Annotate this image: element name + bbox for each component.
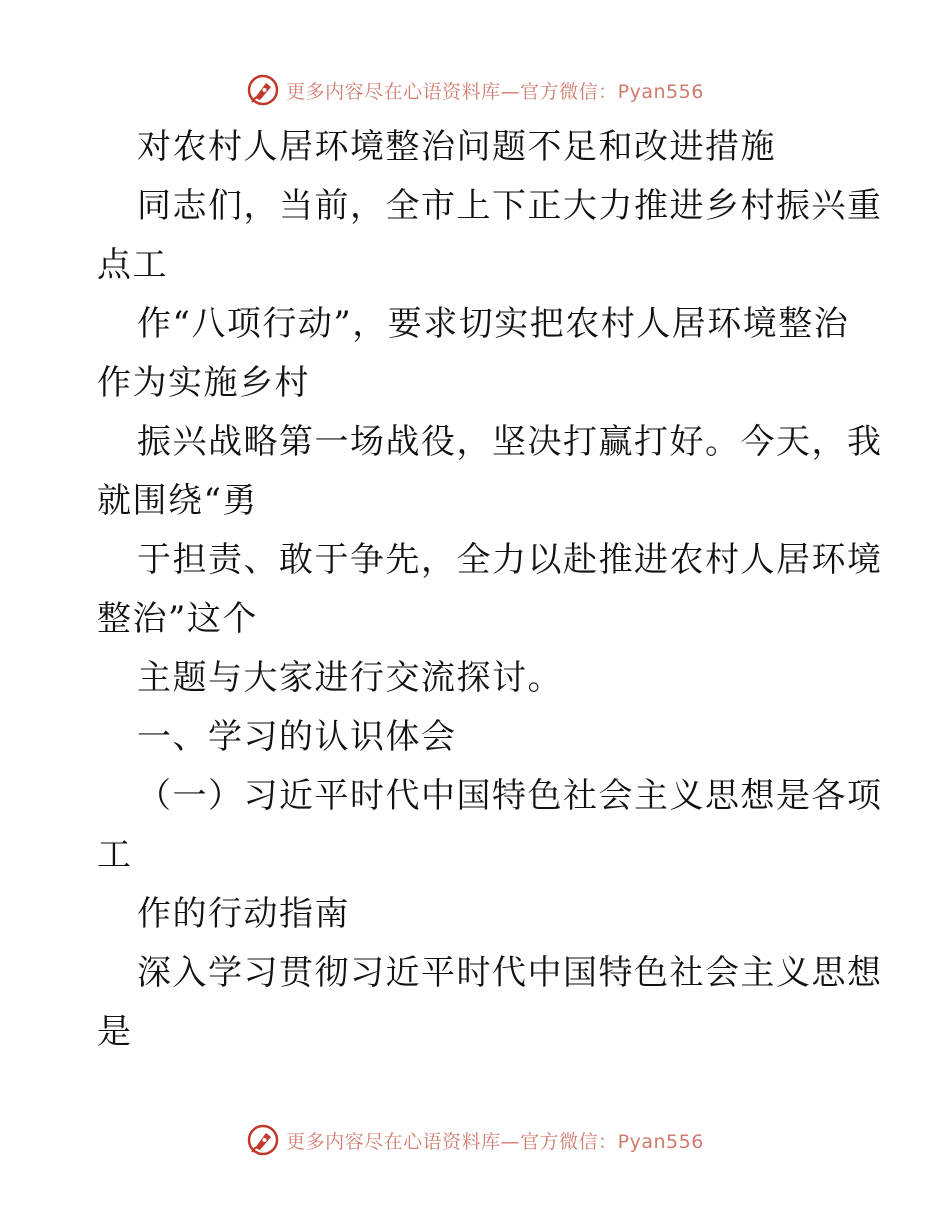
subsection-heading: 工 [97,835,133,875]
header-banner [0,70,950,110]
section-heading: 一、学习的认识体会 [137,717,457,757]
document-body [97,118,883,1062]
paragraph-line: 点工 [97,245,168,285]
paragraph-line: 振兴战略第一场战役，坚决打赢打好。今天，我 [137,422,883,462]
paragraph-line: 是 [97,1012,133,1052]
paragraph-line: 主题与大家进行交流探讨。 [137,658,563,698]
footer-banner-text: 更多内容尽在心语资料库—官方微信：Pyan556 [286,1130,704,1153]
paragraph-line: 深入学习贯彻习近平时代中国特色社会主义思想 [137,953,883,993]
document-title: 对农村人居环境整治问题不足和改进措施 [137,127,776,167]
paragraph-line: 作“八项行动”，要求切实把农村人居环境整治 [137,304,850,344]
paragraph-line: 于担责、敢于争先，全力以赴推进农村人居环境 [137,540,883,580]
subsection-heading: 作的行动指南 [137,894,350,934]
header-banner-text: 更多内容尽在心语资料库—官方微信：Pyan556 [286,80,704,103]
footer-banner [0,1120,950,1160]
paragraph-line: 整治”这个 [97,599,258,639]
subsection-heading: （一）习近平时代中国特色社会主义思想是各项 [137,776,883,816]
paragraph-line: 就围绕“勇 [97,481,258,521]
pen-nib-logo-icon [246,1123,280,1157]
paragraph-line: 同志们，当前，全市上下正大力推进乡村振兴重 [137,186,883,226]
paragraph-line: 作为实施乡村 [97,363,310,403]
pen-nib-logo-icon [246,73,280,107]
